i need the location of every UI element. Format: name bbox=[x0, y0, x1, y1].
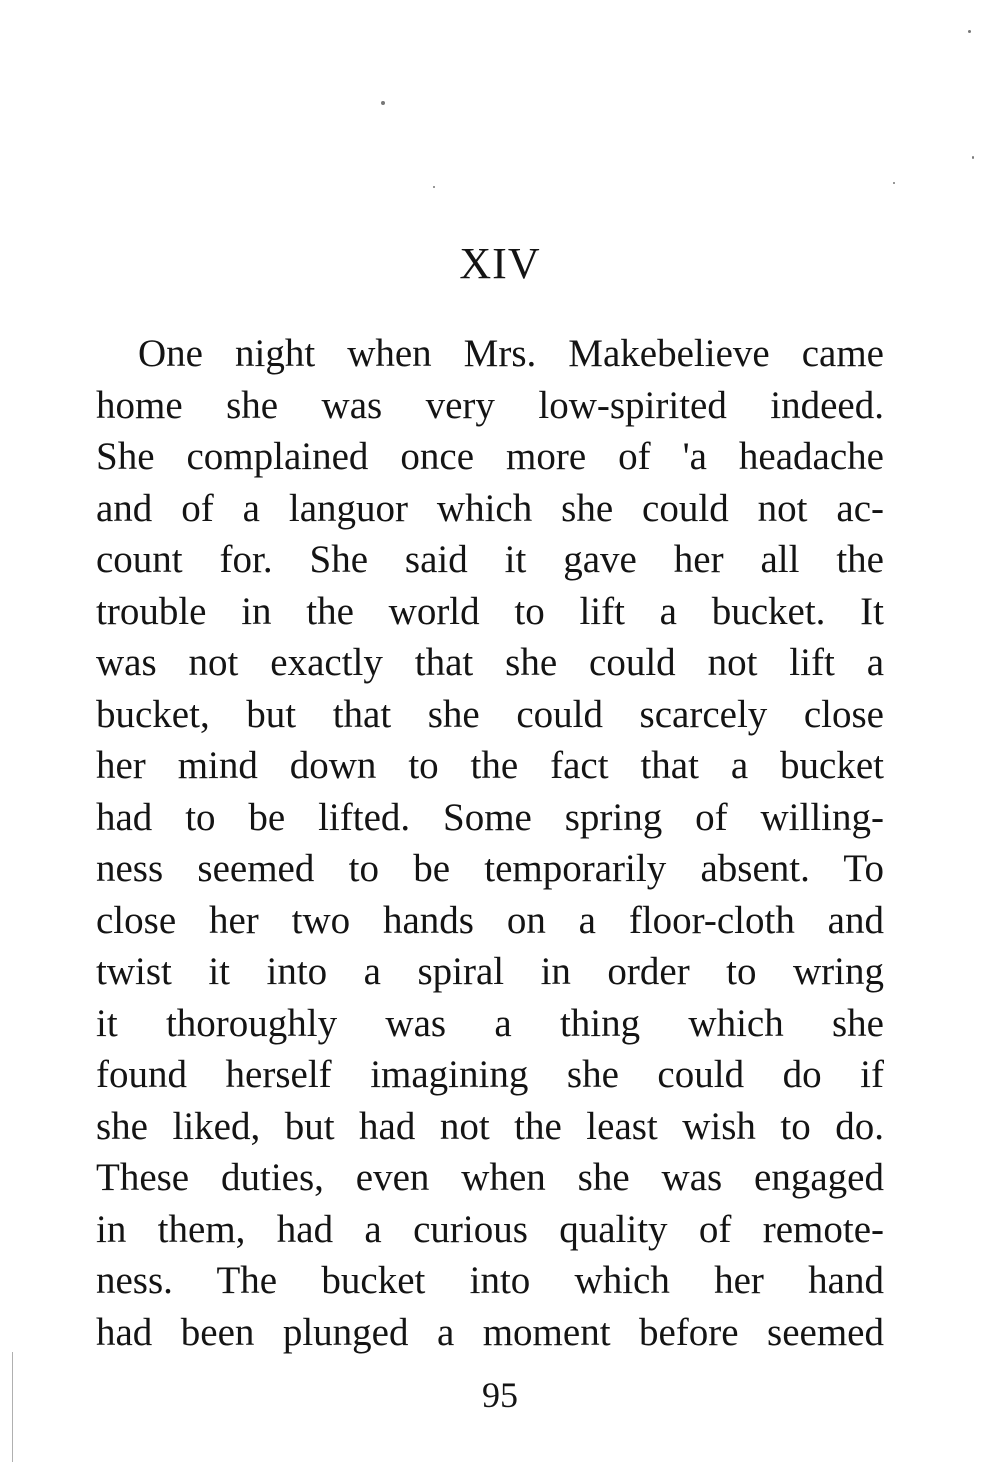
text-line: ness seemed to be temporarily absent. To bbox=[96, 847, 884, 890]
text-line: it thoroughly was a thing which she bbox=[96, 1001, 884, 1045]
text-line: ness. The bucket into which her hand bbox=[96, 1259, 884, 1302]
page-number: 95 bbox=[482, 1375, 518, 1415]
text-line: had been plunged a moment before seemed bbox=[96, 1310, 884, 1354]
text-line: twist it into a spiral in order to wring bbox=[96, 950, 884, 993]
text-line: had to be lifted. Some spring of willing- bbox=[96, 795, 884, 839]
text-line: These duties, even when she was engaged bbox=[96, 1156, 884, 1199]
page-edge-shadow bbox=[12, 1352, 13, 1462]
text-line: and of a languor which she could not ac- bbox=[96, 486, 884, 530]
text-line: she liked, but had not the least wish to do. bbox=[96, 1104, 884, 1148]
text-line: her mind down to the fact that a bucket bbox=[96, 744, 884, 787]
text-line: home she was very low-spirited indeed. bbox=[96, 383, 884, 427]
text-line: close her two hands on a floor-cloth and bbox=[96, 898, 884, 942]
ink-speck bbox=[433, 186, 435, 188]
ink-speck bbox=[968, 30, 971, 33]
ink-speck bbox=[972, 156, 974, 159]
ink-speck bbox=[893, 182, 895, 184]
chapter-heading: XIV bbox=[459, 239, 541, 288]
text-line: count for. She said it gave her all the bbox=[96, 538, 884, 581]
text-line: trouble in the world to lift a bucket. It bbox=[96, 589, 884, 633]
text-line: She complained once more of 'a headache bbox=[96, 435, 884, 478]
body-text bbox=[96, 328, 884, 1358]
text-line: bucket, but that she could scarcely close bbox=[96, 692, 884, 736]
text-line: found herself imagining she could do if bbox=[96, 1053, 884, 1096]
ink-speck bbox=[381, 101, 385, 105]
text-line: in them, had a curious quality of remote- bbox=[96, 1207, 884, 1251]
text-line: was not exactly that she could not lift a bbox=[96, 641, 884, 684]
text-line: One night when Mrs. Makebelieve came bbox=[138, 332, 884, 375]
